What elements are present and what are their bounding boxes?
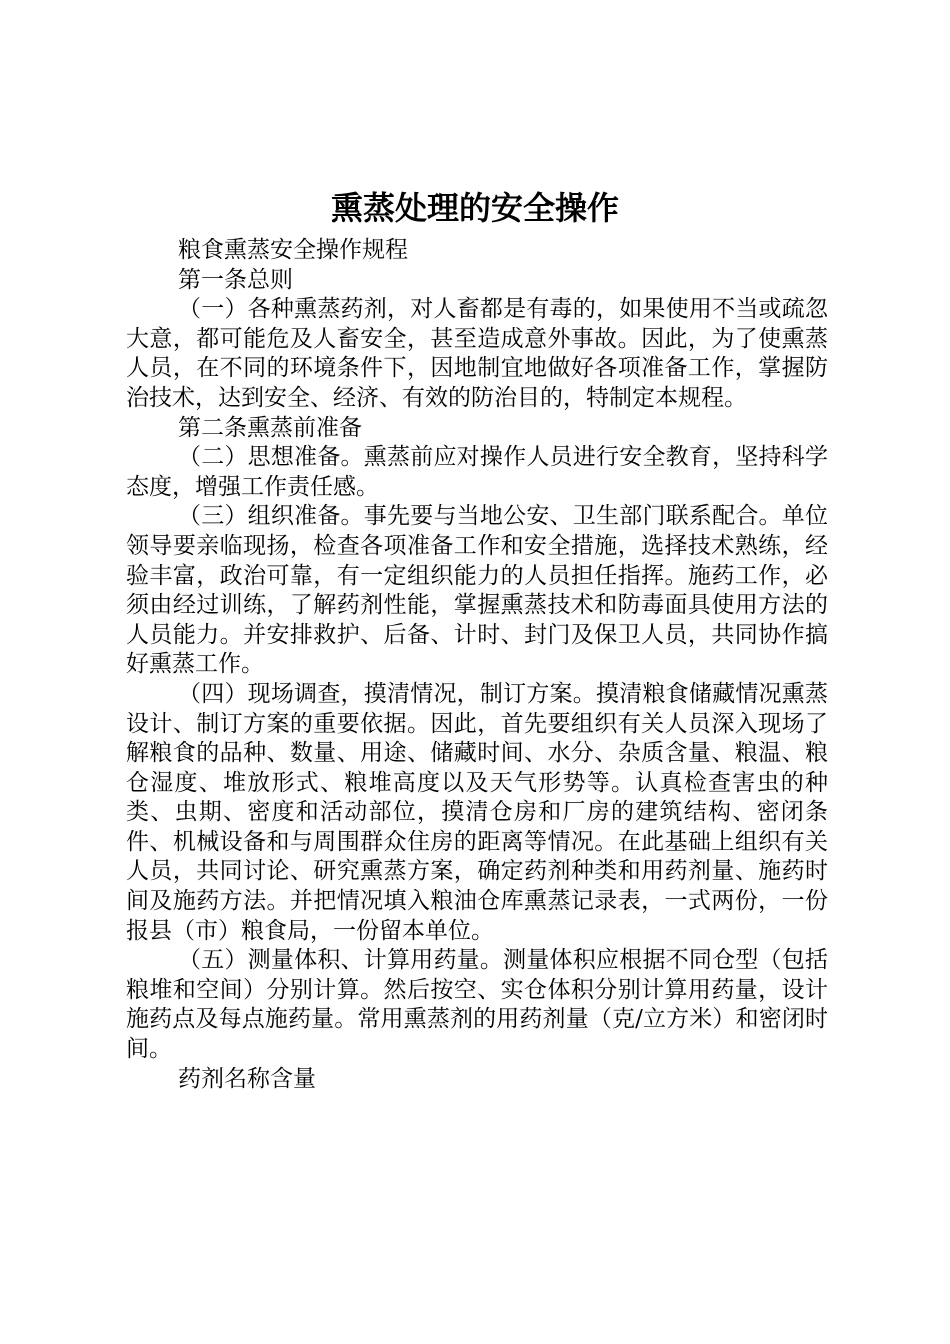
- paragraph-item-four: （四）现场调查，摸清情况，制订方案。摸清粮食储藏情况熏蒸设计、制订方案的重要依据。因此，首先要组织有关人员深入现场了解粮食的品种、数量、用途、储藏时间、水分、杂质含量、粮温、粮仓湿度、堆放形式、粮堆高度以及天气形势等。认真检查害虫的种类、虫期、密度和活动部位，摸清仓房和厂房的建筑结构、密闭条件、机械设备和与周围群众住房的距离等情况。在此基础上组织有关人员，共同讨论、研究熏蒸方案，确定药剂种类和用药剂量、施药时间及施药方法。并把情况填入粮油仓库熏蒸记录表，一式两份，一份报县（市）粮食局，一份留本单位。: [126, 680, 828, 944]
- paragraph-item-two: （二）思想准备。熏蒸前应对操作人员进行安全教育，坚持科学态度，增强工作责任感。: [126, 444, 828, 500]
- paragraph-article-one-heading: 第一条总则: [178, 266, 293, 293]
- paragraph-table-header: 药剂名称含量: [178, 1065, 316, 1092]
- document-title: 熏蒸处理的安全操作: [330, 189, 619, 227]
- paragraph-item-three: （三）组织准备。事先要与当地公安、卫生部门联系配合。单位领导要亲临现扬，检查各项准备工作和安全措施，选择技术熟练，经验丰富，政治可靠，有一定组织能力的人员担任指挥。施药工作，必须由经过训练，了解药剂性能，掌握熏蒸技术和防毒面具使用方法的人员能力。并安排救护、后备、计时、封门及保卫人员，共同协作搞好熏蒸工作。: [126, 503, 828, 678]
- paragraph-article-two-heading: 第二条熏蒸前准备: [178, 414, 362, 441]
- paragraph-item-one: （一）各种熏蒸药剂，对人畜都是有毒的，如果使用不当或疏忽大意，都可能危及人畜安全，甚至造成意外事故。因此，为了使熏蒸人员，在不同的环境条件下，因地制宜地做好各项准备工作，掌握防治技术，达到安全、经济、有效的防治目的，特制定本规程。: [126, 296, 828, 411]
- paragraph-item-five: （五）测量体积、计算用药量。测量体积应根据不同仓型（包括粮堆和空间）分别计算。然后按空、实仓体积分别计算用药量，设计施药点及每点施药量。常用熏蒸剂的用药剂量（克/立方米）和密闭时间。: [126, 947, 828, 1063]
- document-body: [126, 236, 828, 1094]
- paragraph-regulation-name: 粮食熏蒸安全操作规程: [178, 237, 408, 263]
